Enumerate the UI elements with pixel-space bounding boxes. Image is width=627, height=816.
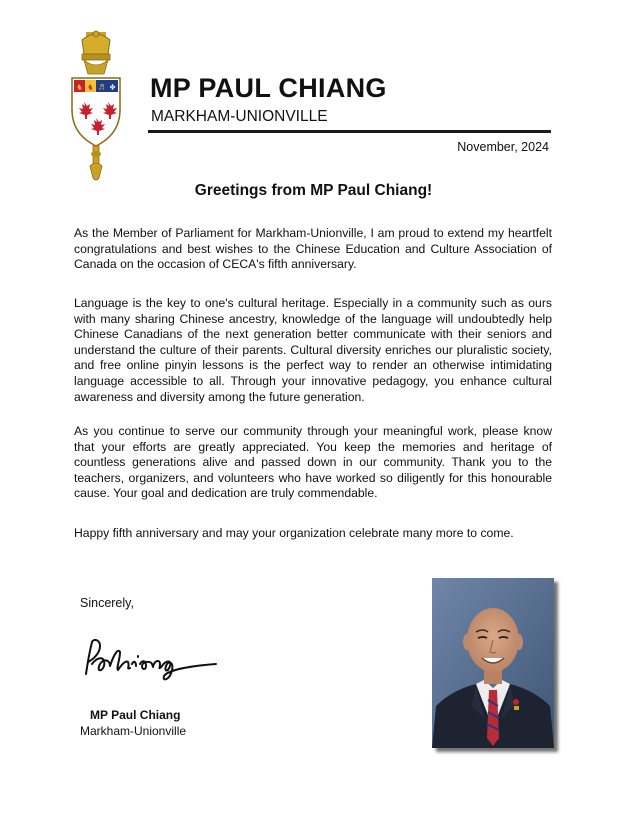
body-paragraph: Happy fifth anniversary and may your organization celebrate many more to come.: [74, 526, 514, 540]
signatory-name: MP Paul Chiang: [90, 708, 181, 722]
svg-text:✤: ✤: [109, 83, 116, 92]
letterhead-riding: MARKHAM-UNIONVILLE: [151, 108, 328, 125]
body-paragraph: As you continue to serve our community through your meaningful work, please know that your efforts are greatly appreciated. You keep the memories and heritage of countless generations alive and passed down in our community. Thank you to the teachers, organizers, and volunteers who have worked so diligently for this honourable cause. Your goal and dedication are truly commendable.: [74, 424, 552, 501]
body-paragraph: Language is the key to one's cultural heritage. Especially in a community such as ours with many sharing Chinese ancestry, knowledge of the language will undoubtedly help Chinese Canadians of the next generation better communicate with their seniors and understand the culture of their parents. Cultural diversity enriches our pluralistic society, and free online pinyin lessons is the perfect way to render an otherwise intimidating language accessible to all. Through your innovative pedagogy, you enhance cultural awareness and diversity among the future generation.: [74, 296, 552, 404]
body-paragraph: As the Member of Parliament for Markham-Unionville, I am proud to extend my heartfelt congratulations and best wishes to the Chinese Education and Culture Association of Canada on the occasion of CECA's fifth anniversary.: [74, 226, 552, 272]
handwritten-signature: [80, 634, 220, 686]
svg-text:♞: ♞: [87, 83, 94, 92]
letterhead-rule: [148, 130, 551, 133]
mace-emblem-icon: [64, 30, 128, 182]
signatory-riding: Markham-Unionville: [80, 724, 187, 738]
closing-line: Sincerely,: [80, 596, 134, 610]
svg-text:♞: ♞: [76, 83, 83, 92]
greeting-heading: Greetings from MP Paul Chiang!: [194, 182, 433, 199]
portrait-photo: [432, 578, 554, 748]
letterhead-name: MP PAUL CHIANG: [150, 73, 387, 103]
letter-date: November, 2024: [457, 140, 549, 154]
svg-text:♬: ♬: [98, 83, 105, 92]
